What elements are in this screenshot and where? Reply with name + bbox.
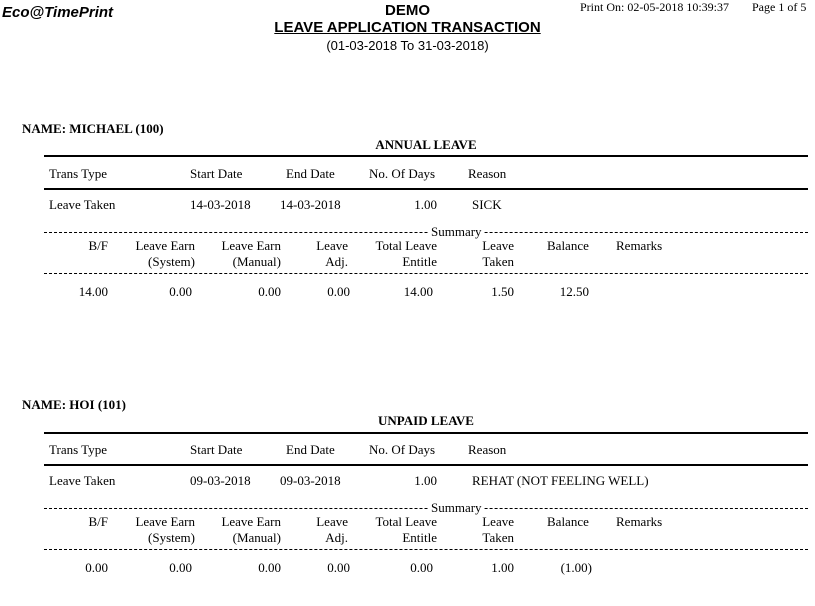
start-date-cell: 14-03-2018	[190, 197, 251, 212]
summary-earn-manual-cell: 0.00	[258, 560, 281, 575]
col-header-reason: Reason	[468, 166, 507, 181]
summary-label: Summary	[431, 500, 482, 515]
summary-header-taken-line1: Leave	[482, 238, 514, 253]
summary-header-remarks: Remarks	[616, 238, 663, 253]
summary-header-taken-line1: Leave	[482, 514, 514, 529]
summary-header-bf-text: B/F	[88, 238, 108, 253]
summary-taken-cell: 1.00	[491, 560, 514, 575]
summary-header-adj	[290, 514, 348, 546]
summary-header-earn-manual	[198, 514, 281, 546]
summary-bf-cell: 14.00	[78, 284, 108, 299]
reason-cell: SICK	[472, 197, 502, 212]
end-date-cell: 14-03-2018	[280, 197, 341, 212]
col-header-end-date: End Date	[286, 442, 335, 457]
col-header-days: No. Of Days	[369, 166, 436, 181]
summary-adj-cell: 0.00	[327, 560, 350, 575]
summary-header-adj-line2: Adj.	[325, 254, 348, 269]
trans-type-cell: Leave Taken	[49, 473, 116, 488]
summary-header-adj-line1: Leave	[316, 238, 348, 253]
summary-header-entitle-line2: Entitle	[402, 530, 437, 545]
col-header-days: No. Of Days	[369, 442, 436, 457]
summary-header-entitle-line2: Entitle	[402, 254, 437, 269]
summary-entitle-cell: 0.00	[410, 560, 433, 575]
report-title-text: LEAVE APPLICATION TRANSACTION	[274, 19, 541, 36]
summary-entitle-cell: 14.00	[403, 284, 433, 299]
summary-header-adj-line1: Leave	[316, 514, 348, 529]
summary-header-earn-manual-line2: (Manual)	[232, 254, 281, 269]
summary-top-rule	[44, 508, 808, 509]
summary-earn-system-cell: 0.00	[169, 284, 192, 299]
summary-balance-cell: (1.00)	[560, 560, 592, 575]
page-number: Page 1 of 5	[752, 0, 807, 14]
summary-header-balance: Balance	[547, 514, 589, 529]
summary-header-entitle	[352, 514, 437, 546]
table-top-rule	[44, 432, 808, 434]
summary-header-balance: Balance	[547, 238, 589, 253]
col-header-end-date: End Date	[286, 166, 335, 181]
summary-header-adj-line2: Adj.	[325, 530, 348, 545]
col-header-reason: Reason	[468, 442, 507, 457]
summary-header-taken-line2: Taken	[482, 530, 514, 545]
col-header-start-date: Start Date	[190, 442, 243, 457]
summary-earn-system-cell: 0.00	[169, 560, 192, 575]
reason-cell: REHAT (NOT FEELING WELL)	[472, 473, 649, 488]
employee-name: NAME: HOI (101)	[22, 397, 126, 412]
summary-header-entitle-line1: Total Leave	[375, 514, 437, 529]
employee-name: NAME: MICHAEL (100)	[22, 121, 164, 136]
trans-type-cell: Leave Taken	[49, 197, 116, 212]
print-timestamp: Print On: 02-05-2018 10:39:37	[580, 0, 729, 14]
summary-header-earn-manual-line1: Leave Earn	[221, 514, 281, 529]
summary-header-remarks: Remarks	[616, 514, 663, 529]
summary-bf-cell: 0.00	[85, 560, 108, 575]
days-cell: 1.00	[414, 473, 437, 488]
report-period: (01-03-2018 To 31-03-2018)	[326, 38, 489, 53]
brand-label: Eco@TimePrint	[2, 4, 114, 21]
summary-header-entitle-line1: Total Leave	[375, 238, 437, 253]
summary-header-bf-text: B/F	[88, 514, 108, 529]
summary-header-earn-system-line1: Leave Earn	[135, 514, 195, 529]
col-header-start-date: Start Date	[190, 166, 243, 181]
days-cell: 1.00	[414, 197, 437, 212]
col-header-trans-type: Trans Type	[49, 166, 107, 181]
summary-adj-cell: 0.00	[327, 284, 350, 299]
summary-header-earn-system-line2: (System)	[148, 530, 195, 545]
summary-header-earn-system-line1: Leave Earn	[135, 238, 195, 253]
summary-taken-cell: 1.50	[491, 284, 514, 299]
summary-header-taken-line2: Taken	[482, 254, 514, 269]
summary-header-earn-manual-line2: (Manual)	[232, 530, 281, 545]
summary-header-earn-system-line2: (System)	[148, 254, 195, 269]
summary-earn-manual-cell: 0.00	[258, 284, 281, 299]
leave-type-title: UNPAID LEAVE	[378, 413, 474, 428]
summary-header-earn-system	[110, 514, 195, 546]
col-header-trans-type: Trans Type	[49, 442, 107, 457]
company-name: DEMO	[385, 2, 430, 19]
summary-header-earn-manual-line1: Leave Earn	[221, 238, 281, 253]
end-date-cell: 09-03-2018	[280, 473, 341, 488]
leave-type-title: ANNUAL LEAVE	[375, 137, 477, 152]
header-bottom-rule	[44, 464, 808, 466]
summary-header-rule	[44, 549, 808, 550]
summary-balance-cell: 12.50	[559, 284, 589, 299]
start-date-cell: 09-03-2018	[190, 473, 251, 488]
summary-header-taken	[450, 514, 514, 546]
summary-header-bf	[60, 514, 108, 530]
summary-label: Summary	[431, 224, 482, 239]
